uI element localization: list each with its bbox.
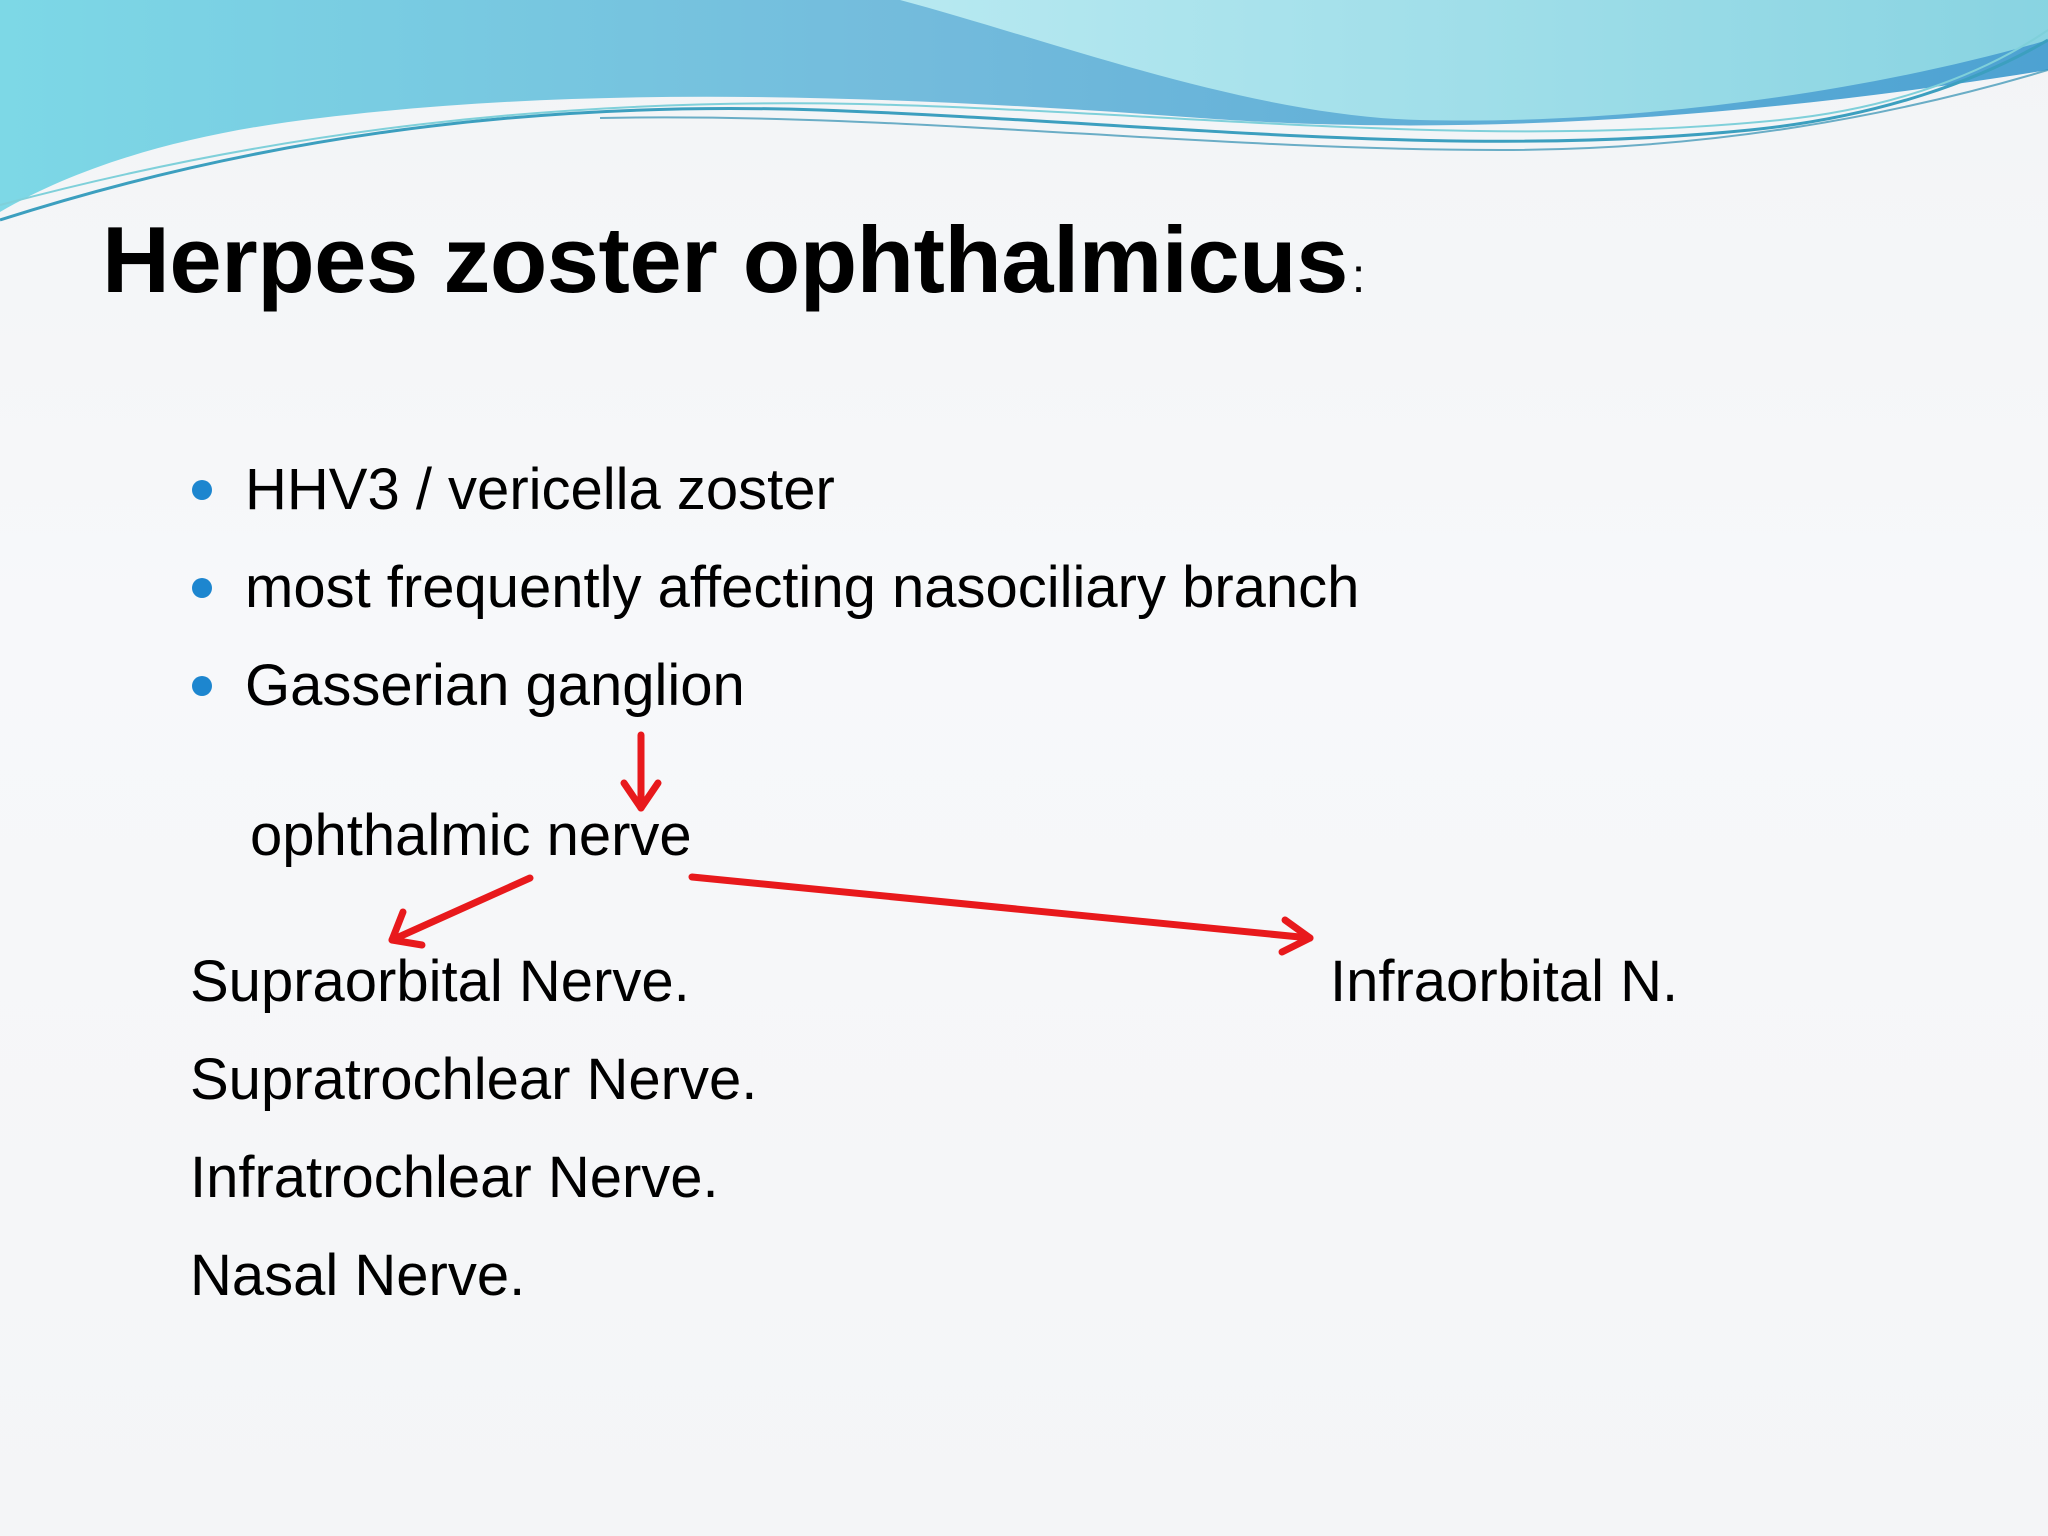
title-text: Herpes zoster ophthalmicus — [102, 207, 1348, 312]
branch-nasal: Nasal Nerve. — [190, 1243, 526, 1308]
blue-dot-icon — [192, 578, 212, 598]
blue-dot-icon — [192, 676, 212, 696]
bullet-list — [190, 452, 1359, 746]
ophthalmic-nerve-label: ophthalmic nerve — [250, 803, 692, 868]
branch-infratrochlear: Infratrochlear Nerve. — [190, 1145, 719, 1210]
branch-supraorbital: Supraorbital Nerve. — [190, 949, 690, 1014]
bullet-item — [190, 550, 1359, 648]
arrow-left-down-icon — [392, 878, 530, 945]
branch-supratrochlear: Supratrochlear Nerve. — [190, 1047, 758, 1112]
header-wave-decoration — [0, 0, 2048, 240]
bullet-text: Gasserian ganglion — [245, 653, 745, 718]
branch-infraorbital: Infraorbital N. — [1330, 949, 1679, 1014]
arrow-right-icon — [692, 877, 1310, 952]
bullet-item — [190, 648, 1359, 746]
slide-title — [102, 208, 1365, 311]
bullet-item — [190, 452, 1359, 550]
bullet-text: HHV3 / vericella zoster — [245, 457, 835, 522]
blue-dot-icon — [192, 480, 212, 500]
bullet-text: most frequently affecting nasociliary branch — [245, 555, 1360, 620]
title-colon: : — [1351, 250, 1365, 303]
